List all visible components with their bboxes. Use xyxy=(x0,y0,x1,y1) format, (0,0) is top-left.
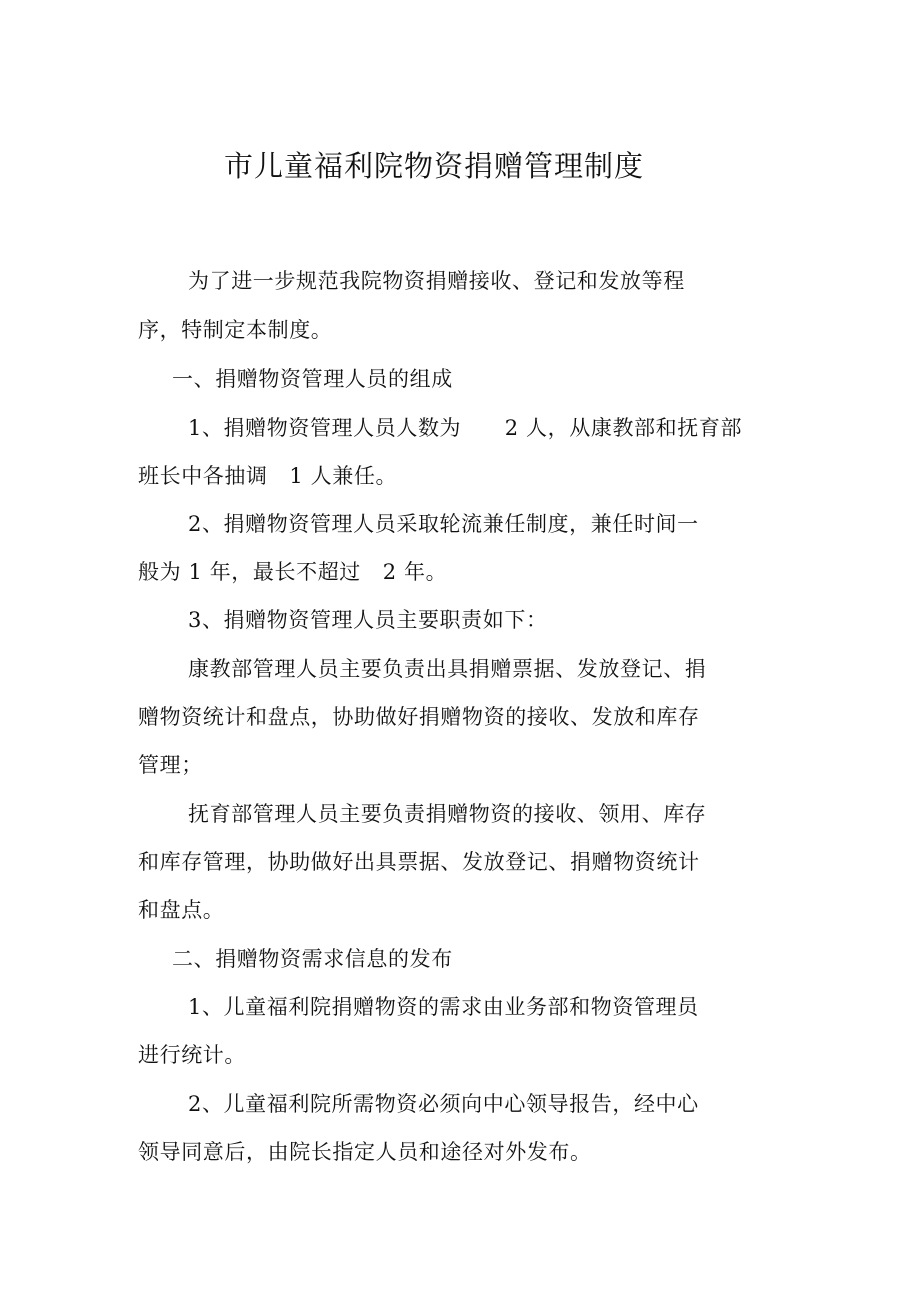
item-1-2-line-1: 2、捐赠物资管理人员采取轮流兼任制度，兼任时间一 xyxy=(188,512,699,536)
duty-kangjiao-line-1: 康教部管理人员主要负责出具捐赠票据、发放登记、捐 xyxy=(188,657,707,681)
item-2-2-line-2: 领导同意后，由院长指定人员和途径对外发布。 xyxy=(138,1140,592,1164)
intro-line-2: 序，特制定本制度。 xyxy=(138,318,333,342)
item-2-2-line-1: 2、儿童福利院所需物资必须向中心领导报告，经中心 xyxy=(188,1092,699,1116)
duty-kangjiao-line-3: 管理； xyxy=(138,753,203,777)
duty-fuyu-line-3: 和盘点。 xyxy=(138,898,225,922)
duty-kangjiao-line-2: 赠物资统计和盘点，协助做好捐赠物资的接收、发放和库存 xyxy=(138,705,700,729)
item-2-1-line-1: 1、儿童福利院捐赠物资的需求由业务部和物资管理员 xyxy=(188,995,699,1019)
item-1-3-heading: 3、捐赠物资管理人员主要职责如下： xyxy=(188,608,548,632)
item-1-1-line-1: 1、捐赠物资管理人员人数为 2 人，从康教部和抚育部 xyxy=(188,416,743,440)
item-1-2-line-2: 般为 1 年，最长不超过 2 年。 xyxy=(138,560,448,584)
duty-fuyu-line-1: 抚育部管理人员主要负责捐赠物资的接收、领用、库存 xyxy=(188,802,707,826)
item-1-1-line-2: 班长中各抽调 1 人兼任。 xyxy=(138,464,398,488)
item-2-1-line-2: 进行统计。 xyxy=(138,1043,246,1067)
section-1-heading: 一、捐赠物资管理人员的组成 xyxy=(172,367,453,391)
intro-line-1: 为了进一步规范我院物资捐赠接收、登记和发放等程 xyxy=(188,269,685,293)
duty-fuyu-line-2: 和库存管理，协助做好出具票据、发放登记、捐赠物资统计 xyxy=(138,850,700,874)
document-title: 市儿童福利院物资捐赠管理制度 xyxy=(223,149,644,183)
section-2-heading: 二、捐赠物资需求信息的发布 xyxy=(172,947,453,971)
